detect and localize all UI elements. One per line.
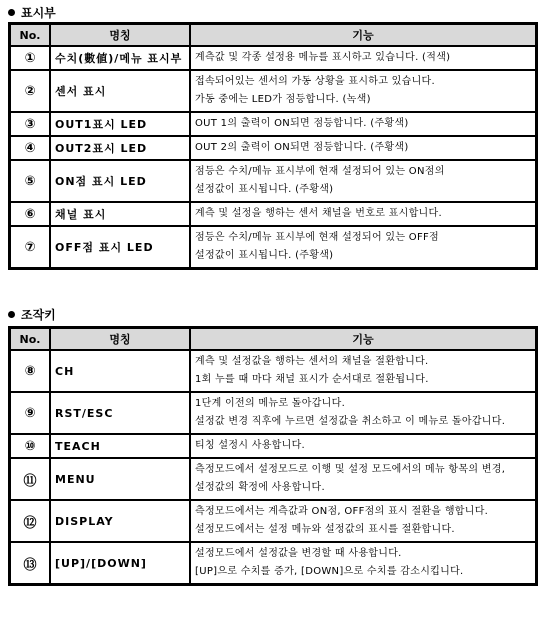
row-function xyxy=(190,202,536,226)
function-line: 점등은 수치/메뉴 표시부에 현재 설정되어 있는 ON점의 xyxy=(195,166,445,177)
header-function: 기능 xyxy=(190,24,536,46)
row-number: ⑪ xyxy=(10,458,50,500)
row-number: ⑥ xyxy=(10,202,50,226)
header-name: 명칭 xyxy=(50,24,190,46)
row-function xyxy=(190,46,536,70)
row-name: MENU xyxy=(50,458,190,500)
row-number: ① xyxy=(10,46,50,70)
function-line: [UP]으로 수치를 증가, [DOWN]으로 수치를 감소시킵니다. xyxy=(195,566,464,577)
row-function xyxy=(190,458,536,500)
table-row xyxy=(10,500,536,542)
row-function xyxy=(190,70,536,112)
row-name: CH xyxy=(50,350,190,392)
table-row xyxy=(10,70,536,112)
function-line: OUT 1의 출력이 ON되면 점등합니다. (주황색) xyxy=(195,118,409,129)
row-function xyxy=(190,500,536,542)
section-title-controls: 조작키 xyxy=(8,306,56,323)
row-number: ③ xyxy=(10,112,50,136)
table-header-row xyxy=(10,24,536,46)
row-name: 수치(數値)/메뉴 표시부 xyxy=(50,46,190,70)
function-line: 1회 누를 때 마다 채널 표시가 순서대로 절환됩니다. xyxy=(195,374,429,385)
function-line: 계측 및 설정을 행하는 센서 채널을 번호로 표시합니다. xyxy=(195,208,442,219)
function-line: 1단계 이전의 메뉴로 돌아갑니다. xyxy=(195,398,346,409)
function-line: 점등은 수치/메뉴 표시부에 현재 설정되어 있는 OFF점 xyxy=(195,232,440,243)
row-number: ② xyxy=(10,70,50,112)
row-function xyxy=(190,136,536,160)
row-number: ⑫ xyxy=(10,500,50,542)
row-number: ⑤ xyxy=(10,160,50,202)
row-name: ON점 표시 LED xyxy=(50,160,190,202)
function-line: OUT 2의 출력이 ON되면 점등합니다. (주황색) xyxy=(195,142,409,153)
row-name: OUT1표시 LED xyxy=(50,112,190,136)
row-function xyxy=(190,350,536,392)
function-line: 계측 및 설정값을 행하는 센서의 채널을 절환합니다. xyxy=(195,356,429,367)
function-line: 계측값 및 각종 설정용 메뉴를 표시하고 있습니다. (적색) xyxy=(195,52,451,63)
table-header-row xyxy=(10,328,536,350)
row-name: TEACH xyxy=(50,434,190,458)
table-row xyxy=(10,136,536,160)
function-line: 설정모드에서는 설정 메뉴와 설정값의 표시를 절환합니다. xyxy=(195,524,455,535)
function-line: 설정값이 표시됩니다. (주황색) xyxy=(195,250,334,261)
table-row xyxy=(10,202,536,226)
row-name: 센서 표시 xyxy=(50,70,190,112)
table-row xyxy=(10,160,536,202)
header-name: 명칭 xyxy=(50,328,190,350)
row-name: OUT2표시 LED xyxy=(50,136,190,160)
row-name: DISPLAY xyxy=(50,500,190,542)
table-row xyxy=(10,542,536,584)
display-table xyxy=(8,22,538,270)
controls-table xyxy=(8,326,538,586)
row-function xyxy=(190,112,536,136)
row-function xyxy=(190,542,536,584)
function-line: 측정모드에서는 계측값과 ON점, OFF점의 표시 절환을 행합니다. xyxy=(195,506,489,517)
row-function xyxy=(190,392,536,434)
row-number: ⑦ xyxy=(10,226,50,268)
function-line: 설정값 변경 직후에 누르면 설정값을 취소하고 이 메뉴로 돌아갑니다. xyxy=(195,416,506,427)
function-line: 티칭 설정시 사용합니다. xyxy=(195,440,306,451)
table-row xyxy=(10,392,536,434)
header-function: 기능 xyxy=(190,328,536,350)
header-no: No. xyxy=(10,328,50,350)
row-number: ⑩ xyxy=(10,434,50,458)
bullet-icon xyxy=(8,311,15,318)
table-row xyxy=(10,226,536,268)
row-name: 채널 표시 xyxy=(50,202,190,226)
section-title-display: 표시부 xyxy=(8,4,56,21)
function-line: 접속되어있는 센서의 가동 상황을 표시하고 있습니다. xyxy=(195,76,435,87)
row-name: RST/ESC xyxy=(50,392,190,434)
row-number: ⑬ xyxy=(10,542,50,584)
table-row xyxy=(10,458,536,500)
function-line: 측정모드에서 설정모드로 이행 및 설정 모드에서의 메뉴 항목의 변경, xyxy=(195,464,506,475)
row-name: OFF점 표시 LED xyxy=(50,226,190,268)
row-function xyxy=(190,160,536,202)
row-number: ④ xyxy=(10,136,50,160)
function-line: 설정모드에서 설정값을 변경할 때 사용합니다. xyxy=(195,548,402,559)
header-no: No. xyxy=(10,24,50,46)
table-row xyxy=(10,112,536,136)
table-row xyxy=(10,434,536,458)
function-line: 가동 중에는 LED가 점등합니다. (녹색) xyxy=(195,94,371,105)
row-number: ⑨ xyxy=(10,392,50,434)
bullet-icon xyxy=(8,9,15,16)
table-row xyxy=(10,46,536,70)
table-row xyxy=(10,350,536,392)
row-function xyxy=(190,226,536,268)
function-line: 설정값이 표시됩니다. (주황색) xyxy=(195,184,334,195)
function-line: 설정값의 확정에 사용합니다. xyxy=(195,482,325,493)
row-name: [UP]/[DOWN] xyxy=(50,542,190,584)
row-number: ⑧ xyxy=(10,350,50,392)
row-function xyxy=(190,434,536,458)
